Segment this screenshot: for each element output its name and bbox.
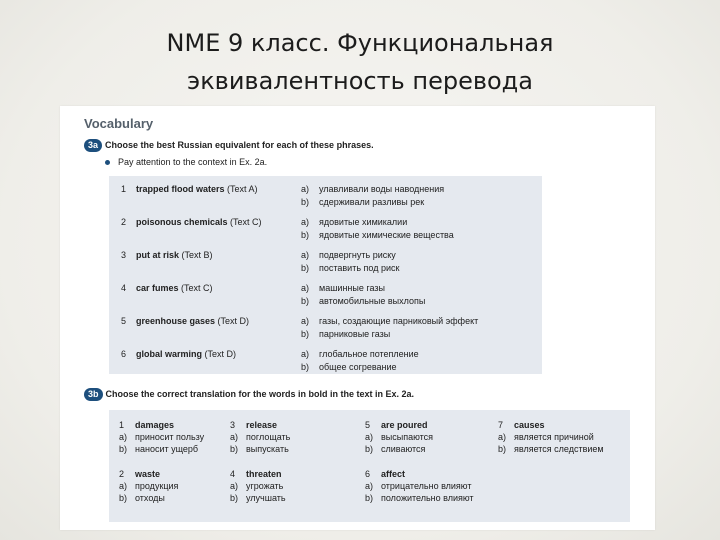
task-3a-box bbox=[109, 176, 542, 374]
bold-word: affect bbox=[381, 469, 406, 479]
phrase-bold: global warming bbox=[136, 349, 203, 359]
task-3a-bullet bbox=[105, 157, 267, 167]
item-number: 4 bbox=[121, 283, 127, 293]
phrase-source: (Text C) bbox=[181, 283, 213, 293]
slide-title-line-2: эквивалентность перевода bbox=[187, 67, 533, 95]
phrase-source: (Text C) bbox=[230, 217, 262, 227]
option-a: a) машинные газы bbox=[301, 283, 385, 293]
option-a: a) газы, создающие парниковый эффект bbox=[301, 316, 479, 326]
item-number: 3 bbox=[121, 250, 127, 260]
task-3b-instruction-line bbox=[84, 388, 414, 401]
phrase-source: (Text A) bbox=[227, 184, 258, 194]
task-3b-badge: 3b bbox=[84, 388, 103, 401]
item-phrase bbox=[136, 250, 213, 260]
task-3a-instruction: Choose the best Russian equivalent for each of these phrases. bbox=[105, 139, 374, 150]
task-3a-item bbox=[109, 212, 542, 242]
option-a: a) глобальное потепление bbox=[301, 349, 419, 359]
option-b: b) общее согревание bbox=[301, 362, 397, 372]
phrase-bold: trapped flood waters bbox=[136, 184, 225, 194]
item-number: 1 bbox=[121, 184, 127, 194]
bold-word: damages bbox=[135, 420, 175, 430]
option-a: a) подвергнуть риску bbox=[301, 250, 396, 260]
task-3a-item bbox=[109, 179, 542, 209]
phrase-bold: put at risk bbox=[136, 250, 180, 260]
task-3a-item bbox=[109, 278, 542, 308]
phrase-source: (Text D) bbox=[217, 316, 250, 326]
item-phrase bbox=[136, 316, 249, 326]
option-b: b) парниковые газы bbox=[301, 329, 391, 339]
bullet-dot-icon bbox=[105, 160, 110, 165]
phrase-bold: greenhouse gases bbox=[136, 316, 216, 326]
bold-word: waste bbox=[135, 469, 161, 479]
bold-word: are poured bbox=[381, 420, 428, 430]
option-b: b) автомобильные выхлопы bbox=[301, 296, 426, 306]
option-b: b) ядовитые химические вещества bbox=[301, 230, 454, 240]
item-phrase bbox=[136, 217, 262, 227]
section-heading: Vocabulary bbox=[84, 116, 154, 131]
item-phrase bbox=[136, 349, 236, 359]
item-phrase bbox=[136, 184, 258, 194]
task-3a-instruction-line bbox=[84, 139, 374, 152]
task-3a-badge: 3a bbox=[84, 139, 102, 152]
task-3a-item bbox=[109, 245, 542, 275]
task-3a-bullet-text: Pay attention to the context in Ex. 2a. bbox=[118, 157, 268, 167]
item-phrase bbox=[136, 283, 213, 293]
textbook-page bbox=[60, 106, 655, 530]
task-3b-box: 1 damages a) приносит пользу b) наносит ущерб 2 waste a) продукция b) отходы 3 release a) поглощать b) выпускать 4 threaten a) угрожать b) улучшать 5 are poured a) высыпаются b) сливаются 6 affect a) отрицательно влияют b) положительно влияют 7 causes a) является причиной b) является следствием bbox=[109, 410, 630, 522]
slide-title-line-1: NME 9 класс. Функциональная bbox=[166, 29, 554, 57]
option-b: b) сдерживали разливы рек bbox=[301, 197, 425, 207]
task-3b-instruction: Choose the correct translation for the words in bold in the text in Ex. 2a. bbox=[105, 388, 415, 399]
phrase-source: (Text D) bbox=[204, 349, 237, 359]
task-3a-item bbox=[109, 311, 542, 341]
bold-word: causes bbox=[514, 420, 545, 430]
item-number: 6 bbox=[121, 349, 127, 359]
slide-title bbox=[0, 24, 720, 100]
bold-word: release bbox=[246, 420, 278, 430]
bold-word: threaten bbox=[246, 469, 282, 479]
option-a: a) улавливали воды наводнения bbox=[301, 184, 445, 194]
option-b: b) поставить под риск bbox=[301, 263, 400, 273]
phrase-source: (Text B) bbox=[181, 250, 213, 260]
item-number: 5 bbox=[121, 316, 127, 326]
task-3a-item bbox=[109, 344, 542, 374]
phrase-bold: car fumes bbox=[136, 283, 179, 293]
option-a: a) ядовитые химикалии bbox=[301, 217, 408, 227]
phrase-bold: poisonous chemicals bbox=[136, 217, 228, 227]
item-number: 2 bbox=[121, 217, 127, 227]
